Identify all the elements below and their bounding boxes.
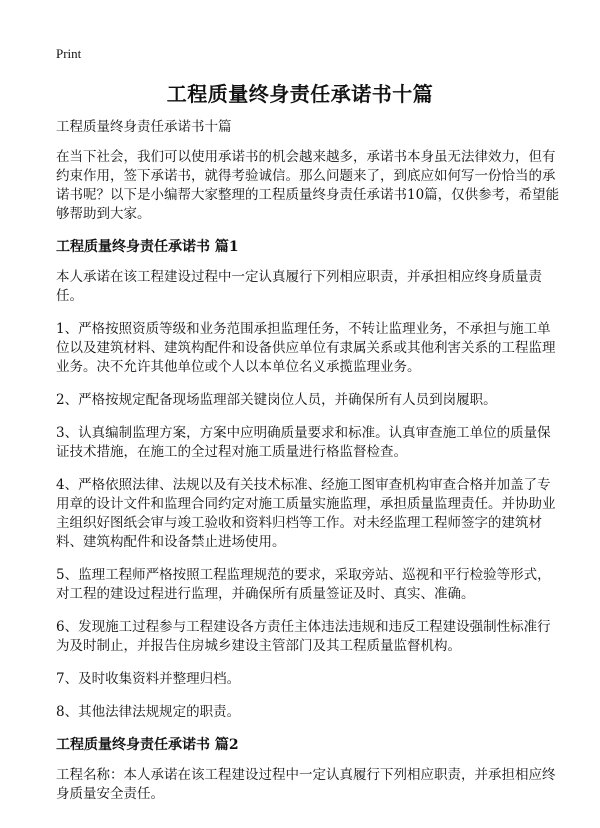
section1-item: 3、认真编制监理方案，方案中应明确质量要求和标准。认真审查施工单位的质量保证技术措施，在施工的全过程对施工质量进行格监督检查。 bbox=[56, 425, 551, 460]
section1-item: 7、及时收集资料并整理归档。 bbox=[56, 671, 241, 687]
section1-item: 8、其他法律法规规定的职责。 bbox=[56, 704, 241, 720]
section1-item: 2、严格按规定配备现场监理部关键岗位人员，并确保所有人员到岗履职。 bbox=[56, 392, 497, 408]
print-link[interactable]: Print bbox=[56, 46, 82, 61]
section-heading-2: 工程质量终身责任承诺书 篇2 bbox=[56, 737, 239, 753]
section1-item: 6、发现施工过程参与工程建设各方责任主体违法违规和违反工程建设强制性标准行为及时制止，并报告住房城乡建设主管部门及其工程质量监督机构。 bbox=[56, 619, 551, 654]
section-heading-1: 工程质量终身责任承诺书 篇1 bbox=[56, 239, 239, 255]
document-title: 工程质量终身责任承诺书十篇 bbox=[166, 82, 434, 106]
section1-item: 1、严格按照资质等级和业务范围承担监理任务，不转让监理业务，不承担与施工单位以及建筑材料、建筑构配件和设备供应单位有隶属关系或其他利害关系的工程监理业务。决不允许其他单位或个人以本单位名义承揽监理业务。 bbox=[56, 321, 556, 375]
document-subtitle: 工程质量终身责任承诺书十篇 bbox=[56, 119, 232, 135]
section1-item: 4、严格依照法律、法规以及有关技术标准、经施工图审查机构审查合格并加盖了专用章的设计文件和监理合同约定对施工质量实施监理，承担质量监理责任。并协助业主组织好图纸会审与竣工验收和资料归档等工作。对未经监理工程师签字的建筑材料、建筑构配件和设备禁止进场使用。 bbox=[56, 477, 556, 550]
section2-lead: 工程名称：本人承诺在该工程建设过程中一定认真履行下列相应职责，并承担相应终身质量安全责任。 bbox=[56, 767, 556, 802]
section1-item: 5、监理工程师严格按照工程监理规范的要求，采取旁站、巡视和平行检验等形式，对工程的建设过程进行监理，并确保所有质量签证及时、真实、准确。 bbox=[56, 567, 551, 602]
intro-paragraph: 在当下社会，我们可以使用承诺书的机会越来越多，承诺书本身虽无法律效力，但有约束作用，签下承诺书，就得考验诚信。那么问题来了，到底应如何写一份恰当的承诺书呢？以下是小编帮大家整理的工程质量终身责任承诺书10篇，仅供参考，希望能够帮助到大家。 bbox=[56, 149, 560, 222]
document-body bbox=[56, 118, 562, 818]
section1-lead: 本人承诺在该工程建设过程中一定认真履行下列相应职责，并承担相应终身质量责任。 bbox=[56, 269, 542, 304]
